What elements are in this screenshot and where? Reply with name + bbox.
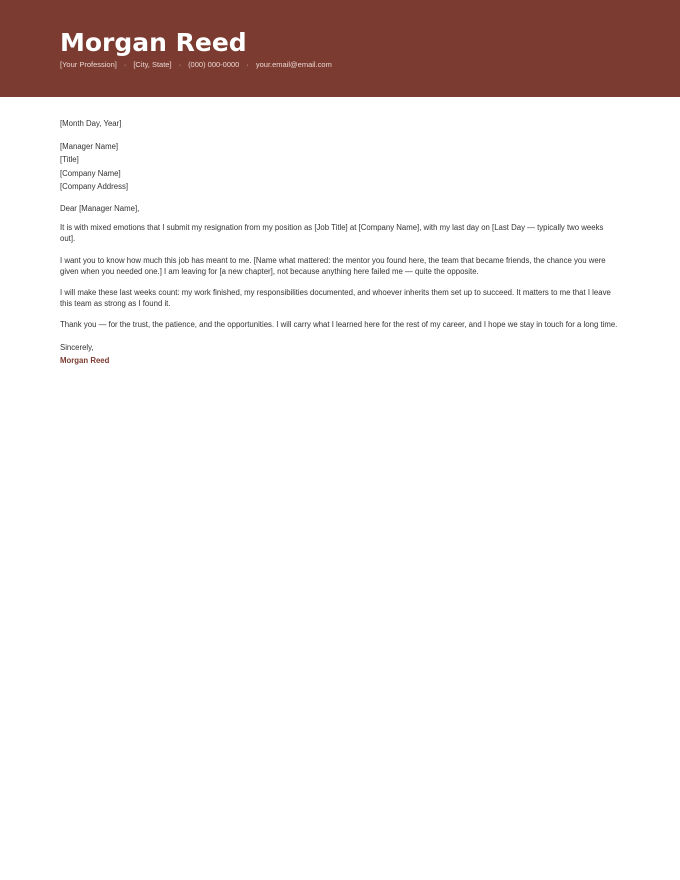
sender-name: Morgan Reed (60, 28, 247, 57)
recipient-company-address: [Company Address] (60, 181, 129, 191)
paragraph-resignation: It is with mixed emotions that I submit my resignation from my position as [Job Title] at [Company Name], with my last day on [Last Day — typically two weeks out]. (60, 223, 604, 244)
salutation: Dear [Manager Name], (60, 204, 140, 214)
location: [City, State] (133, 60, 172, 69)
signature: Morgan Reed (60, 355, 110, 365)
separator-dot: · (178, 60, 182, 69)
recipient-block (60, 140, 620, 193)
letterhead-banner (0, 0, 680, 97)
letter-body (60, 118, 620, 367)
email: your.email@email.com (255, 60, 332, 69)
recipient-manager-name: [Manager Name] (60, 142, 119, 152)
contact-line (60, 60, 332, 70)
paragraph-transition: I will make these last weeks count: my work finished, my responsibilities documented, and whoever inherits them set up to succeed. It matters to me that I leave this team as strong as I found it. (60, 288, 611, 309)
recipient-title: [Title] (60, 155, 79, 165)
closing: Sincerely, (60, 342, 94, 352)
paragraph-thanks: Thank you — for the trust, the patience, and the opportunities. I will carry what I learned here for the rest of my career, and I hope we stay in touch for a long time. (60, 320, 618, 330)
separator-dot: · (246, 60, 249, 69)
letter-date: [Month Day, Year] (60, 119, 122, 128)
paragraph-gratitude: I want you to know how much this job has meant to me. [Name what mattered: the mentor you found here, the team that became friends, the chance you were given when you needed one.] I am leaving for [a new chapter], not because anything here failed me — quite the opposite. (60, 255, 606, 276)
profession: [Your Profession] (60, 60, 117, 69)
recipient-company-name: [Company Name] (60, 168, 121, 178)
separator-dot: · (123, 60, 127, 69)
phone: (000) 000-0000 (188, 60, 240, 69)
